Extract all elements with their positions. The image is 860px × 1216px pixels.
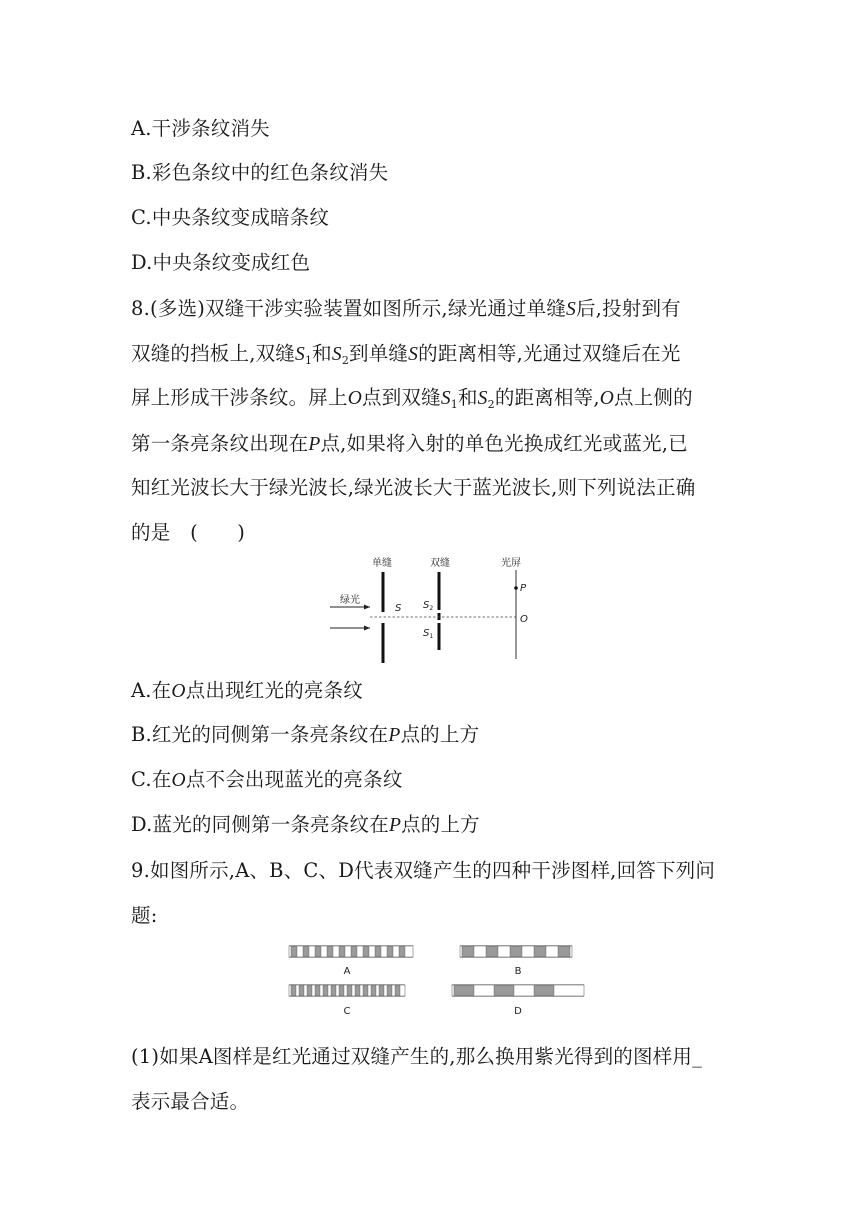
- dark-fringe: [303, 947, 309, 957]
- single-slit-label: 单缝: [372, 558, 392, 569]
- q8-stem-line4: 第一条亮条纹出现在P点,如果将入射的单色光换成红光或蓝光,已: [131, 432, 688, 455]
- dark-fringe: [299, 986, 304, 996]
- q9-subquestion-1-cont: 表示最合适。: [131, 1090, 250, 1113]
- q9-stem-line2: 题:: [131, 904, 158, 927]
- q8-option-b: B.红光的同侧第一条亮条纹在P点的上方: [131, 723, 480, 746]
- dark-fringe: [375, 947, 381, 957]
- pattern-c: [289, 985, 405, 996]
- q7-option-d: D.中央条纹变成红色: [131, 251, 311, 274]
- dark-fringe: [395, 986, 400, 996]
- dark-fringe: [315, 947, 321, 957]
- dark-fringe: [339, 947, 345, 957]
- pattern-label-d: D: [514, 1006, 522, 1017]
- dark-fringe: [339, 986, 344, 996]
- dark-fringe: [454, 986, 474, 996]
- pattern-d: [452, 985, 584, 996]
- q8-stem-line6: 的是 ( ): [131, 521, 246, 544]
- slit-s2-label: $S_2$: [423, 600, 434, 612]
- dark-fringe: [363, 947, 369, 957]
- q7-option-c: C.中央条纹变成暗条纹: [131, 206, 330, 229]
- dark-fringe: [371, 986, 376, 996]
- dark-fringe: [462, 947, 474, 957]
- dark-fringe: [387, 947, 393, 957]
- dark-fringe: [307, 986, 312, 996]
- q8-option-c: C.在O点不会出现蓝光的亮条纹: [131, 768, 403, 791]
- q7-option-a: A.干涉条纹消失: [131, 117, 270, 140]
- pattern-b: [460, 946, 572, 957]
- point-o-label: O: [520, 614, 528, 625]
- double-slit-apparatus-figure: [320, 552, 550, 667]
- q7-option-b: B.彩色条纹中的红色条纹消失: [131, 161, 389, 184]
- q8-option-d: D.蓝光的同侧第一条亮条纹在P点的上方: [131, 813, 480, 836]
- pattern-label-a: A: [343, 966, 351, 977]
- dark-fringe: [510, 947, 522, 957]
- dark-fringe: [399, 947, 405, 957]
- point-p-marker: [514, 586, 518, 590]
- dark-fringe: [534, 986, 554, 996]
- dark-fringe: [379, 986, 384, 996]
- point-p-label: P: [520, 583, 527, 594]
- q8-stem-line3: 屏上形成干涉条纹。屏上O点到双缝$S_1$和$S_2$的距离相等,O点上侧的: [131, 386, 693, 411]
- q8-stem-line2: 双缝的挡板上,双缝$S_1$和$S_2$到单缝S的距离相等,光通过双缝后在光: [131, 342, 681, 367]
- dark-fringe: [347, 986, 352, 996]
- dark-fringe: [291, 986, 296, 996]
- dark-fringe: [494, 986, 514, 996]
- dark-fringe: [534, 947, 546, 957]
- dark-fringe: [351, 947, 357, 957]
- q9-stem-line1: 9.如图所示,A、B、C、D代表双缝产生的四种干涉图样,回答下列问: [131, 859, 716, 882]
- dark-fringe: [291, 947, 297, 957]
- pattern-a: [289, 946, 413, 957]
- pattern-label-b: B: [514, 966, 522, 977]
- green-light-label: 绿光: [340, 595, 360, 606]
- double-slit-label: 双缝: [430, 558, 450, 569]
- screen-label: 光屏: [501, 558, 521, 569]
- q8-stem-line5: 知红光波长大于绿光波长,绿光波长大于蓝光波长,则下列说法正确: [131, 476, 696, 499]
- dark-fringe: [558, 947, 570, 957]
- interference-patterns-figure: [285, 940, 585, 1020]
- dark-fringe: [331, 986, 336, 996]
- slit-s1-label: $S_1$: [423, 628, 434, 640]
- dark-fringe: [387, 986, 392, 996]
- q9-subquestion-1: (1)如果A图样是红光通过双缝产生的,那么换用紫光得到的图样用_: [131, 1045, 703, 1068]
- dark-fringe: [363, 986, 368, 996]
- q8-option-a: A.在O点出现红光的亮条纹: [131, 679, 363, 702]
- dark-fringe: [323, 986, 328, 996]
- q8-stem-line1: 8.(多选)双缝干涉实验装置如图所示,绿光通过单缝S后,投射到有: [131, 297, 681, 320]
- dark-fringe: [355, 986, 360, 996]
- pattern-label-c: C: [343, 1006, 351, 1017]
- slit-s-label: S: [395, 603, 402, 614]
- dark-fringe: [486, 947, 498, 957]
- dark-fringe: [315, 986, 320, 996]
- dark-fringe: [327, 947, 333, 957]
